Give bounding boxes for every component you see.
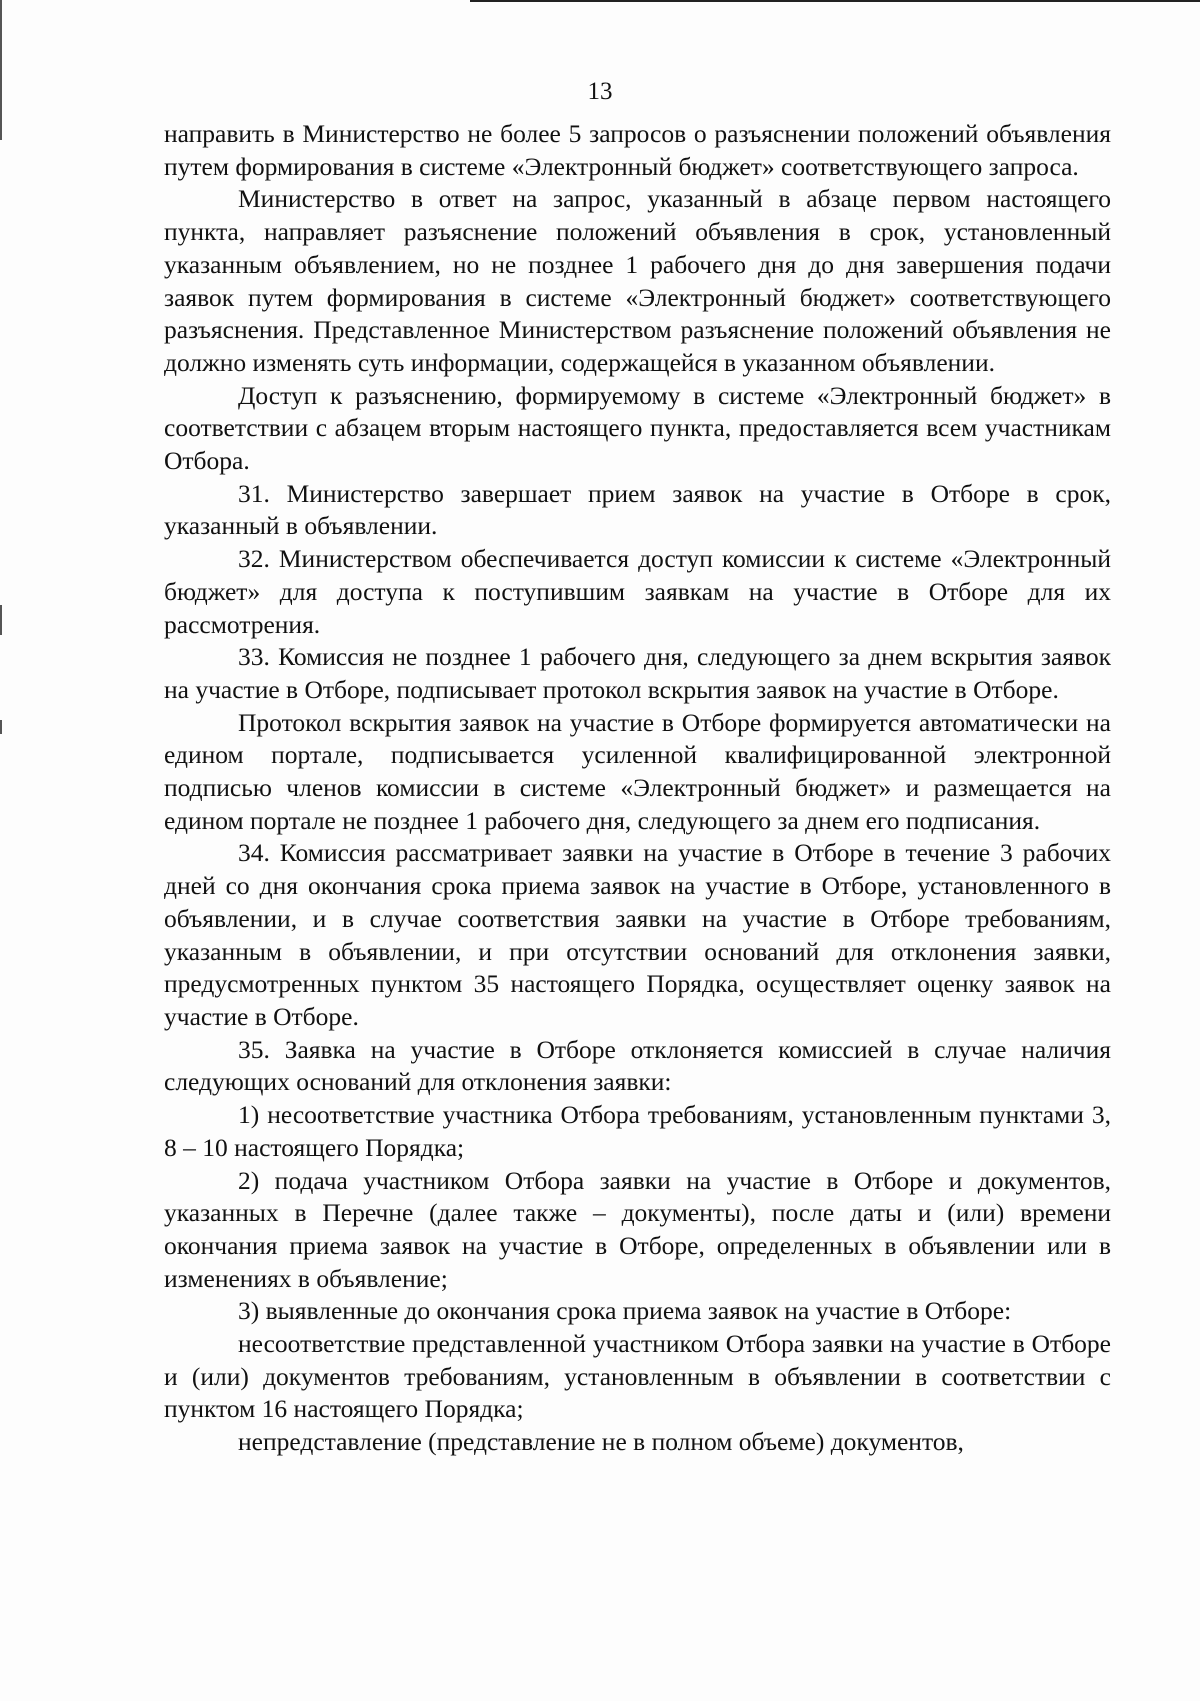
paragraph: 1) несоответствие участника Отбора требованиям, установленным пунктами 3, 8 – 10 настоящего Порядка; bbox=[164, 1100, 1111, 1162]
paragraph: 35. Заявка на участие в Отборе отклоняется комиссией в случае наличия следующих оснований для отклонения заявки: bbox=[164, 1034, 1111, 1097]
paragraph: Министерство в ответ на запрос, указанный в абзаце первом настоящего пункта, направляет разъяснение положений объявления в срок, установленный указанным объявлением, но не позднее 1 рабочего дня до дня завершения подачи заявок путем формирования в системе «Электронный бюджет» соответствующего разъяснения. Представленное Министерством разъяснение положений объявления не должно изменять суть информации, содержащейся в указанном объявлении. bbox=[164, 184, 1111, 377]
scan-left-mark bbox=[0, 605, 2, 635]
scan-top-edge bbox=[470, 0, 1200, 2]
paragraph: 2) подача участником Отбора заявки на участие в Отборе и документов, указанных в Перечне (далее также – документы), после даты и (или) времени окончания приема заявок на участие в Отборе, определенных в объявлении или в изменениях в объявление; bbox=[164, 1165, 1111, 1293]
paragraph: 34. Комиссия рассматривает заявки на участие в Отборе в течение 3 рабочих дней со дня окончания срока приема заявок на участие в Отборе, установленного в объявлении, и в случае соответствия заявки на участие в Отборе требованиям, указанным в объявлении, и при отсутствии оснований для отклонения заявки, предусмотренных пунктом 35 настоящего Порядка, осуществляет оценку заявок на участие в Отборе. bbox=[164, 838, 1111, 1031]
scan-left-mark bbox=[0, 0, 2, 140]
document-body bbox=[164, 118, 1111, 1459]
paragraph: 33. Комиссия не позднее 1 рабочего дня, следующего за днем вскрытия заявок на участие в Отборе, подписывает протокол вскрытия заявок на участие в Отборе. bbox=[164, 642, 1111, 704]
paragraph: 3) выявленные до окончания срока приема заявок на участие в Отборе: bbox=[238, 1296, 1012, 1326]
paragraph: направить в Министерство не более 5 запросов о разъяснении положений объявления путем формирования в системе «Электронный бюджет» соответствующего запроса. bbox=[164, 119, 1111, 181]
paragraph: 32. Министерством обеспечивается доступ комиссии к системе «Электронный бюджет» для доступа к поступившим заявкам на участие в Отборе для их рассмотрения. bbox=[164, 544, 1111, 639]
paragraph: 31. Министерство завершает прием заявок на участие в Отборе в срок, указанный в объявлении. bbox=[164, 478, 1111, 541]
paragraph: Протокол вскрытия заявок на участие в Отборе формируется автоматически на едином портале, подписывается усиленной квалифицированной электронной подписью членов комиссии в системе «Электронный бюджет» и размещается на едином портале не позднее 1 рабочего дня, следующего за днем его подписания. bbox=[164, 707, 1111, 835]
scan-left-mark bbox=[0, 720, 2, 734]
paragraph: Доступ к разъяснению, формируемому в системе «Электронный бюджет» в соответствии с абзацем вторым настоящего пункта, предоставляется всем участникам Отбора. bbox=[164, 380, 1111, 476]
paragraph: непредставление (представление не в полном объеме) документов, bbox=[238, 1427, 964, 1457]
paragraph: несоответствие представленной участником Отбора заявки на участие в Отборе и (или) документов требованиям, установленным в объявлении в соответствии с пунктом 16 настоящего Порядка; bbox=[164, 1329, 1111, 1424]
page-number: 13 bbox=[587, 78, 613, 105]
